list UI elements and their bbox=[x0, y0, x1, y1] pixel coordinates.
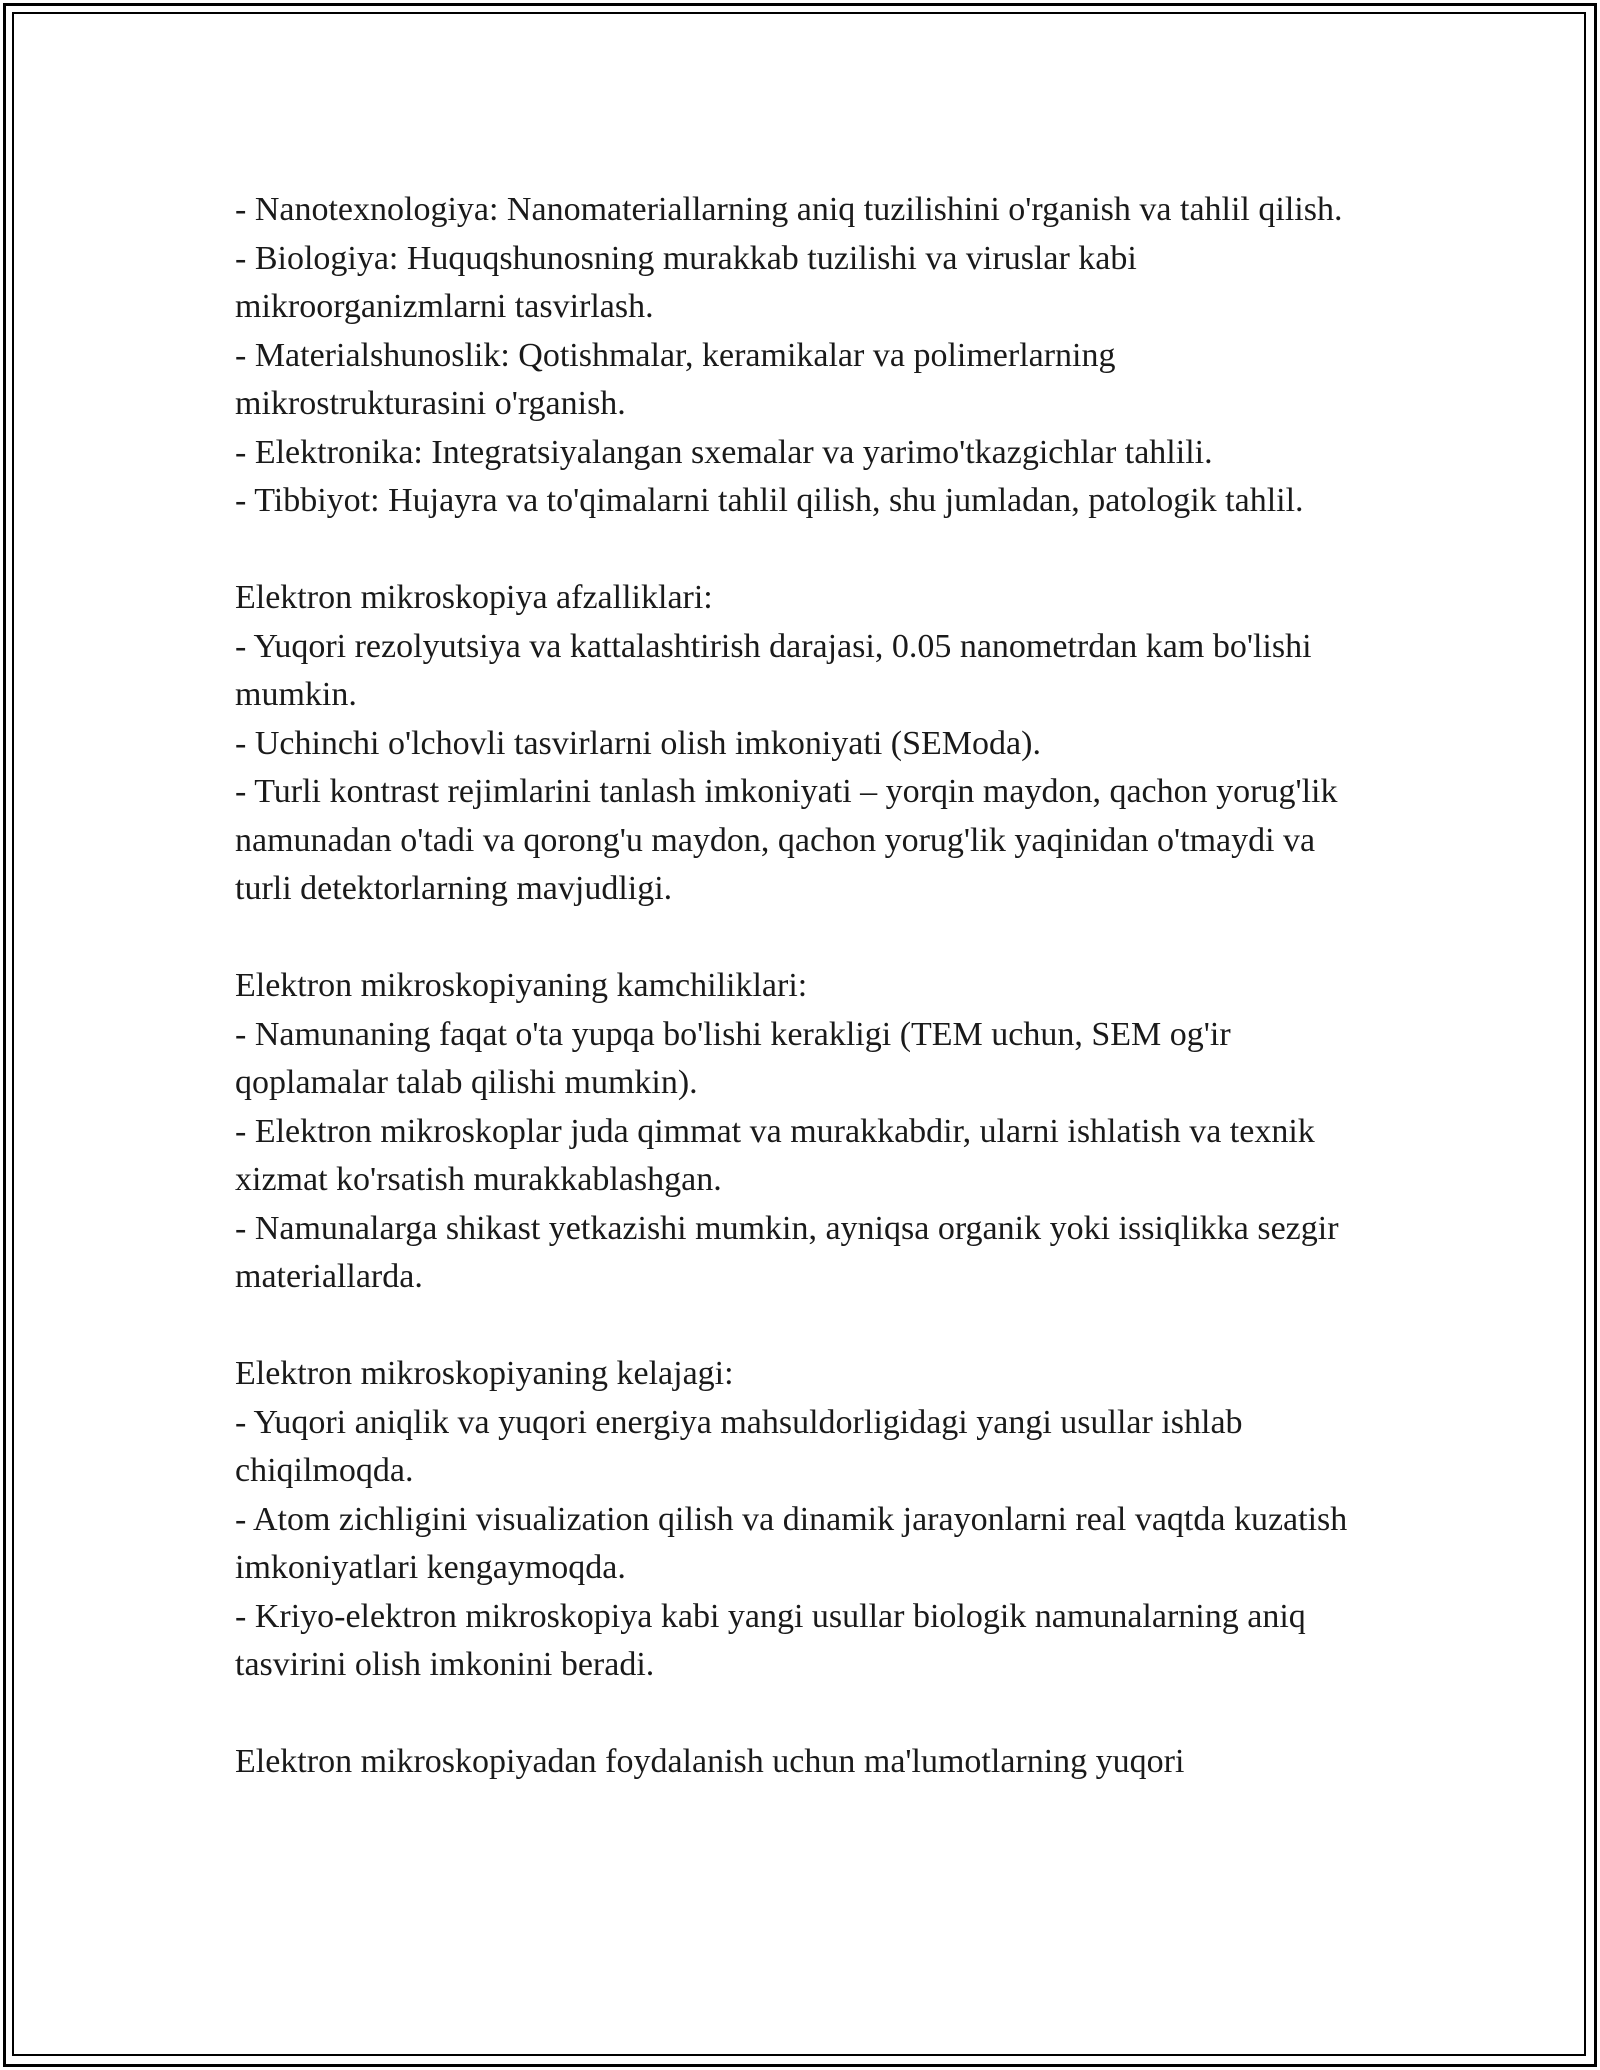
disadvantages-section bbox=[235, 962, 1375, 1302]
closing-paragraph bbox=[235, 1738, 1375, 1787]
disadvantage-item-cost: - Elektron mikroskoplar juda qimmat va murakkabdir, ularni ishlatish va texnik xizmat ko'rsatish murakkablashgan. bbox=[235, 1112, 1315, 1198]
list-item-biology: - Biologiya: Huquqshunosning murakkab tuzilishi va viruslar kabi mikroorganizmlarni tasvirlash. bbox=[235, 239, 1137, 325]
advantage-item-contrast: - Turli kontrast rejimlarini tanlash imkoniyati – yorqin maydon, qachon yorug'lik namunadan o'tadi va qorong'u maydon, qachon yorug'lik yaqinidan o'tmaydi va turli detektorlarning mavjudligi. bbox=[235, 773, 1338, 907]
list-item-electronics: - Elektronika: Integratsiyalangan sxemalar va yarimo'tkazgichlar tahlili. bbox=[235, 433, 1213, 471]
closing-text: Elektron mikroskopiyadan foydalanish uchun ma'lumotlarning yuqori bbox=[235, 1743, 1185, 1780]
future-item-visualization: - Atom zichligini visualization qilish va dinamik jarayonlarni real vaqtda kuzatish imkoniyatlari kengaymoqda. bbox=[235, 1500, 1348, 1586]
list-item-materials-science: - Materialshunoslik: Qotishmalar, keramikalar va polimerlarning mikrostrukturasini o'rganish. bbox=[235, 336, 1116, 422]
advantage-item-3d: - Uchinchi o'lchovli tasvirlarni olish imkoniyati (SEModa). bbox=[235, 724, 1041, 762]
disadvantages-heading: Elektron mikroskopiyaning kamchiliklari: bbox=[235, 967, 808, 1004]
disadvantage-item-thin-sample: - Namunaning faqat o'ta yupqa bo'lishi kerakligi (TEM uchun, SEM og'ir qoplamalar talab qilishi mumkin). bbox=[235, 1015, 1231, 1101]
future-item-cryo: - Kriyo-elektron mikroskopiya kabi yangi usullar biologik namunalarning aniq tasvirini olish imkonini beradi. bbox=[235, 1597, 1306, 1683]
future-heading: Elektron mikroskopiyaning kelajagi: bbox=[235, 1355, 734, 1392]
future-section bbox=[235, 1350, 1375, 1690]
advantages-section bbox=[235, 574, 1375, 914]
future-item-methods: - Yuqori aniqlik va yuqori energiya mahsuldorligidagi yangi usullar ishlab chiqilmoqda. bbox=[235, 1403, 1243, 1489]
advantage-item-resolution: - Yuqori rezolyutsiya va kattalashtirish darajasi, 0.05 nanometrdan kam bo'lishi mumkin. bbox=[235, 627, 1312, 713]
list-item-medicine: - Tibbiyot: Hujayra va to'qimalarni tahlil qilish, shu jumladan, patologik tahlil. bbox=[235, 482, 1304, 519]
list-item-nanotechnology: - Nanotexnologiya: Nanomateriallarning aniq tuzilishini o'rganish va tahlil qilish. bbox=[235, 191, 1343, 228]
advantages-heading: Elektron mikroskopiya afzalliklari: bbox=[235, 579, 713, 616]
disadvantage-item-damage: - Namunalarga shikast yetkazishi mumkin, ayniqsa organik yoki issiqlikka sezgir materiallarda. bbox=[235, 1209, 1339, 1295]
applications-list bbox=[235, 186, 1375, 526]
document-body bbox=[235, 186, 1375, 1835]
